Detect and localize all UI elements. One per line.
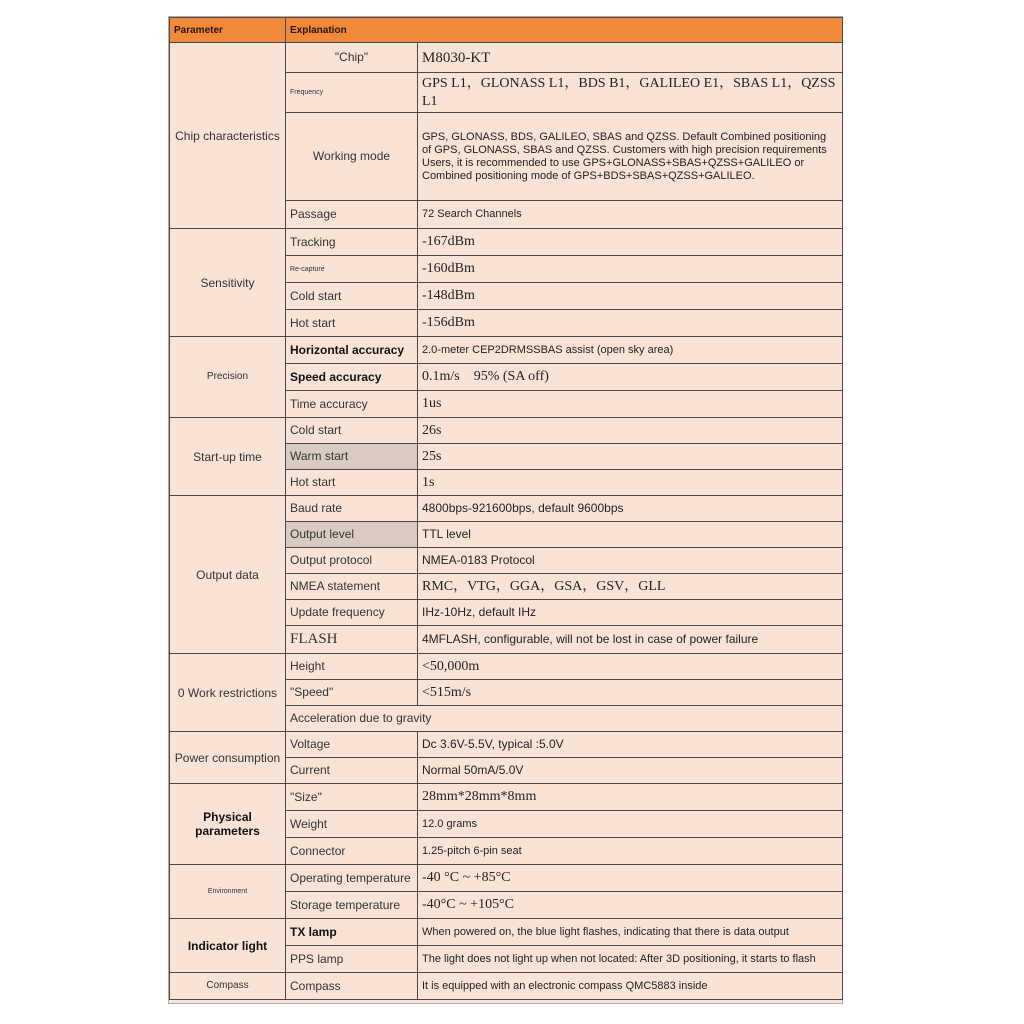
category-power: Power consumption <box>170 732 286 784</box>
value-recapture: -160dBm <box>418 256 843 283</box>
param-current: Current <box>286 758 418 784</box>
param-horizontal-accuracy: Horizontal accuracy <box>286 337 418 364</box>
spec-table <box>169 17 843 1000</box>
value-chip: M8030-KT <box>418 43 843 73</box>
value-warm-start: 25s <box>418 444 843 470</box>
param-pps-lamp: PPS lamp <box>286 946 418 973</box>
value-frequency: GPS L1，GLONASS L1，BDS B1，GALILEO E1，SBAS L1，QZSS L1 <box>418 73 843 113</box>
table-row <box>170 784 843 811</box>
param-update-frequency: Update frequency <box>286 600 418 626</box>
param-height: Height <box>286 654 418 680</box>
value-height: <50,000m <box>418 654 843 680</box>
param-tx-lamp: TX lamp <box>286 919 418 946</box>
param-acceleration: Acceleration due to gravity <box>286 706 843 732</box>
category-startup: Start-up time <box>170 418 286 496</box>
param-speed-accuracy: Speed accuracy <box>286 364 418 391</box>
value-pps-lamp: The light does not light up when not located: After 3D positioning, it starts to flash <box>418 946 843 973</box>
table-row <box>170 732 843 758</box>
table-row <box>170 973 843 1000</box>
value-cold-start-sens: -148dBm <box>418 283 843 310</box>
table-row <box>170 919 843 946</box>
category-indicator: Indicator light <box>170 919 286 973</box>
value-size: 28mm*28mm*8mm <box>418 784 843 811</box>
value-voltage: Dc 3.6V-5.5V, typical :5.0V <box>418 732 843 758</box>
param-cold-start-sens: Cold start <box>286 283 418 310</box>
value-time-accuracy: 1us <box>418 391 843 418</box>
header-explanation: Explanation <box>286 18 843 43</box>
param-baud-rate: Baud rate <box>286 496 418 522</box>
table-row <box>170 418 843 444</box>
value-passage: 72 Search Channels <box>418 201 843 229</box>
header-row <box>170 18 843 43</box>
value-flash: 4MFLASH, configurable, will not be lost in case of power failure <box>418 626 843 654</box>
param-cold-start: Cold start <box>286 418 418 444</box>
value-tracking: -167dBm <box>418 229 843 256</box>
param-output-protocol: Output protocol <box>286 548 418 574</box>
table-row <box>170 496 843 522</box>
param-hot-start-sens: Hot start <box>286 310 418 337</box>
param-tracking: Tracking <box>286 229 418 256</box>
param-flash: FLASH <box>286 626 418 654</box>
param-weight: Weight <box>286 811 418 838</box>
value-tx-lamp: When powered on, the blue light flashes, indicating that there is data output <box>418 919 843 946</box>
param-time-accuracy: Time accuracy <box>286 391 418 418</box>
value-operating-temperature: -40 °C ~ +85°C <box>418 865 843 892</box>
category-chip: Chip characteristics <box>170 43 286 229</box>
param-connector: Connector <box>286 838 418 865</box>
value-baud-rate: 4800bps-921600bps, default 9600bps <box>418 496 843 522</box>
param-chip: "Chip" <box>286 43 418 73</box>
param-speed: "Speed" <box>286 680 418 706</box>
value-compass: It is equipped with an electronic compass QMC5883 inside <box>418 973 843 1000</box>
value-cold-start: 26s <box>418 418 843 444</box>
param-compass: Compass <box>286 973 418 1000</box>
param-passage: Passage <box>286 201 418 229</box>
value-storage-temperature: -40°C ~ +105°C <box>418 892 843 919</box>
param-working-mode: Working mode <box>286 113 418 201</box>
category-output: Output data <box>170 496 286 654</box>
param-recapture: Re-capture <box>286 256 418 283</box>
value-output-protocol: NMEA-0183 Protocol <box>418 548 843 574</box>
param-warm-start: Warm start <box>286 444 418 470</box>
table-row <box>170 337 843 364</box>
param-frequency: Frequency <box>286 73 418 113</box>
param-voltage: Voltage <box>286 732 418 758</box>
param-nmea-statement: NMEA statement <box>286 574 418 600</box>
value-speed-accuracy: 0.1m/s 95% (SA off) <box>418 364 843 391</box>
category-sensitivity: Sensitivity <box>170 229 286 337</box>
category-precision: Precision <box>170 337 286 418</box>
value-nmea-statement: RMC，VTG，GGA，GSA，GSV，GLL <box>418 574 843 600</box>
category-environment: Environment <box>170 865 286 919</box>
param-operating-temperature: Operating temperature <box>286 865 418 892</box>
category-work-restrictions: 0 Work restrictions <box>170 654 286 732</box>
table-row <box>170 865 843 892</box>
header-parameter: Parameter <box>170 18 286 43</box>
category-physical: Physical parameters <box>170 784 286 865</box>
table-row <box>170 43 843 73</box>
value-speed: <515m/s <box>418 680 843 706</box>
param-hot-start: Hot start <box>286 470 418 496</box>
value-hot-start-sens: -156dBm <box>418 310 843 337</box>
table-row <box>170 654 843 680</box>
param-size: "Size" <box>286 784 418 811</box>
value-output-level: TTL level <box>418 522 843 548</box>
table-row <box>170 229 843 256</box>
value-update-frequency: IHz-10Hz, default IHz <box>418 600 843 626</box>
value-hot-start: 1s <box>418 470 843 496</box>
value-connector: 1.25-pitch 6-pin seat <box>418 838 843 865</box>
value-weight: 12.0 grams <box>418 811 843 838</box>
param-output-level: Output level <box>286 522 418 548</box>
value-horizontal-accuracy: 2.0-meter CEP2DRMSSBAS assist (open sky area) <box>418 337 843 364</box>
spec-sheet <box>168 16 843 1004</box>
category-compass: Compass <box>170 973 286 1000</box>
value-working-mode: GPS, GLONASS, BDS, GALILEO, SBAS and QZSS. Default Combined positioning of GPS, GLONASS, SBAS and QZSS. Customers with high precision requirements Users, it is recommended to use GPS+GLONASS+SBAS+QZSS+GALILEO or Combined positioning mode of GPS+BDS+SBAS+QZSS+GALILEO. <box>418 113 843 201</box>
param-storage-temperature: Storage temperature <box>286 892 418 919</box>
value-current: Normal 50mA/5.0V <box>418 758 843 784</box>
